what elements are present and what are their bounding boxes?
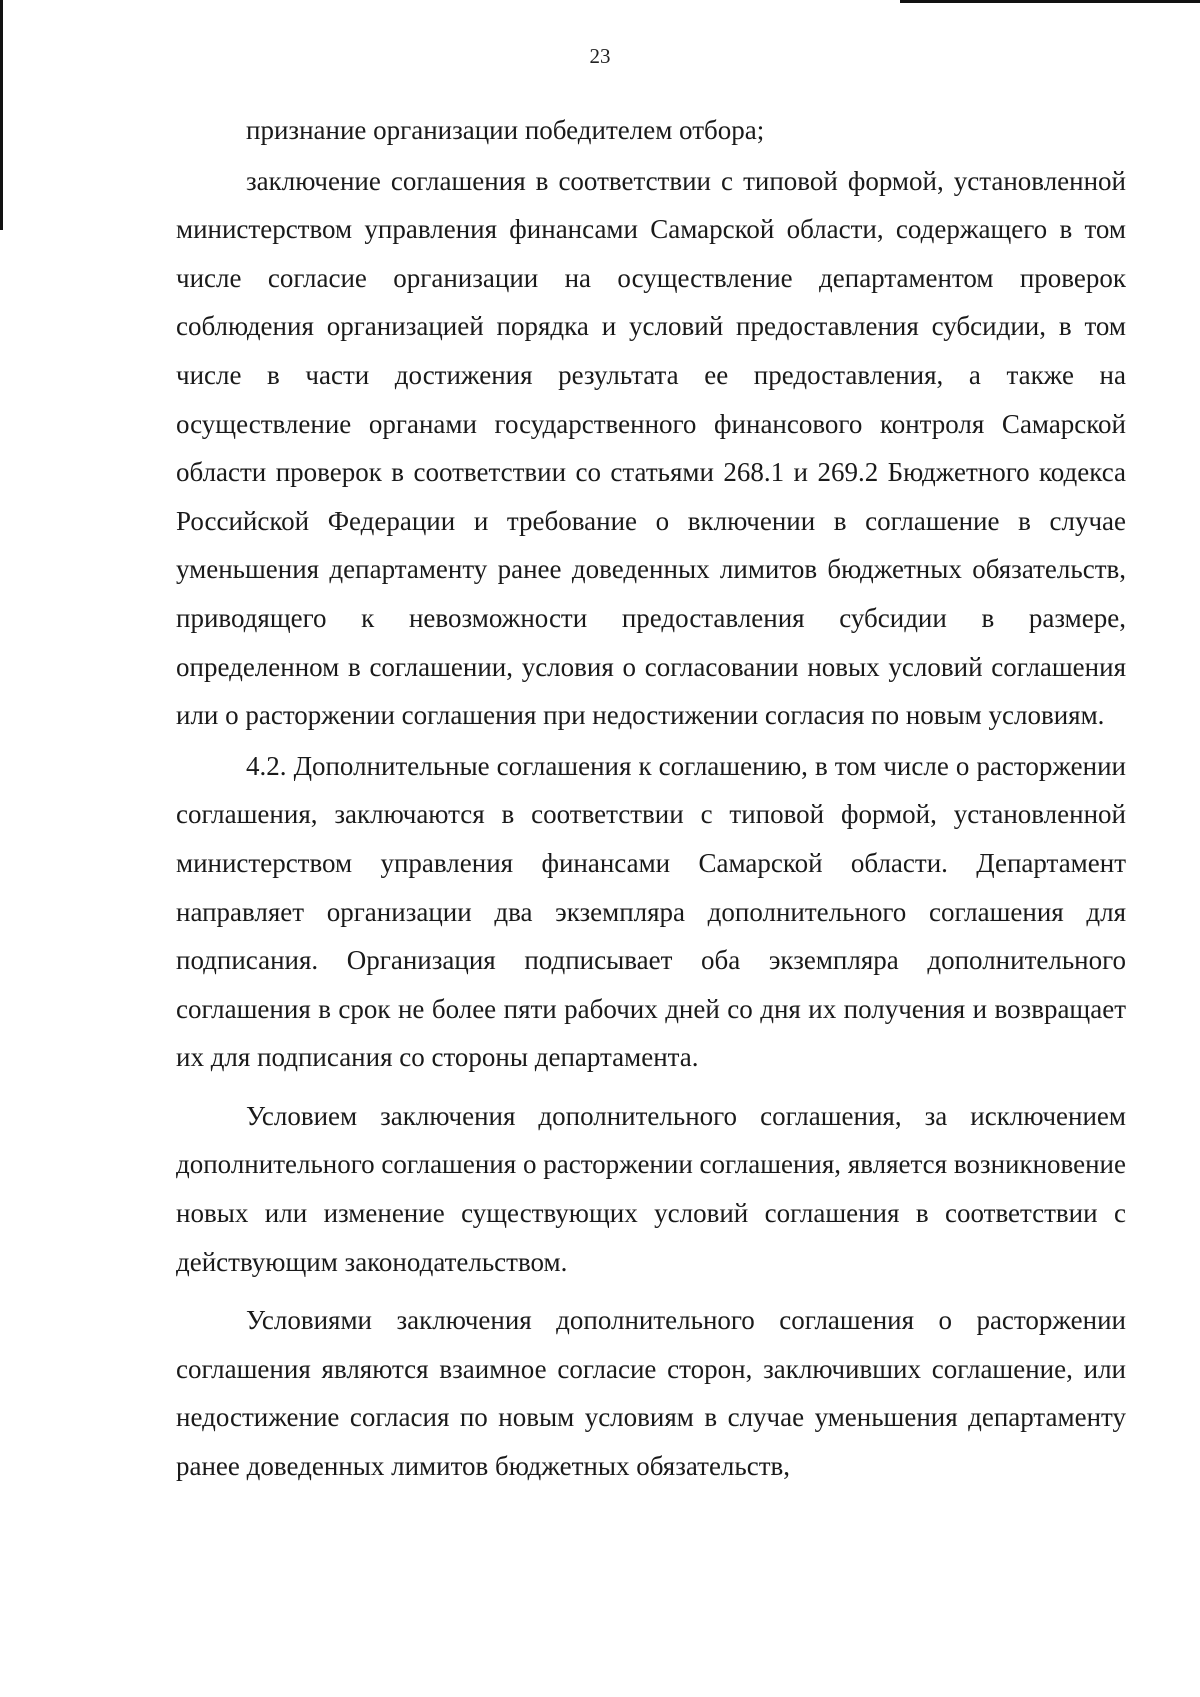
paragraph-termination-conditions: Условиями заключения дополнительного соглашения о расторжении соглашения являются взаимное согласие сторон, заключивших соглашение, или недостижение согласия по новым условиям в случае уменьшения департаменту ранее доведенных лимитов бюджетных обязательств, [176,1305,1126,1482]
paragraph-additional-agreements: 4.2. Дополнительные соглашения к соглашению, в том числе о расторжении соглашения, заключаются в соответствии с типовой формой, установленной министерством управления финансами Самарской области. Департамент направляет организации два экземпляра дополнительного соглашения для подписания. Организация подписывает оба экземпляра дополнительного соглашения в срок не более пяти рабочих дней со дня их получения и возвращает их для подписания со стороны департамента. [176,750,1126,1073]
paragraph-additional-agreement-condition: Условием заключения дополнительного соглашения, за исключением дополнительного соглашения о расторжении соглашения, является возникновение новых или изменение существующих условий соглашения в соответствии с действующим законодательством. [176,1100,1126,1277]
scan-edge-top [900,0,1200,3]
paragraph-recognition: признание организации победителем отбора; [246,115,765,145]
paragraph-agreement-conclusion: заключение соглашения в соответствии с типовой формой, установленной министерством управления финансами Самарской области, содержащего в том числе согласие организации на осуществление департаментом проверок соблюдения организацией порядка и условий предоставления субсидии, в том числе в части достижения результата ее предоставления, а также на осуществление органами государственного финансового контроля Самарской области проверок в соответствии со статьями 268.1 и 269.2 Бюджетного кодекса Российской Федерации и требование о включении в соглашение в случае уменьшения департаменту ранее доведенных лимитов бюджетных обязательств, приводящего к невозможности предоставления субсидии в размере, определенном в соглашении, условия о согласовании новых условий соглашения или о расторжении соглашения при недостижении согласия по новым условиям. [176,165,1126,731]
document-body [176,106,1126,1491]
page-number: 23 [589,44,611,68]
scan-edge-left [0,0,3,230]
